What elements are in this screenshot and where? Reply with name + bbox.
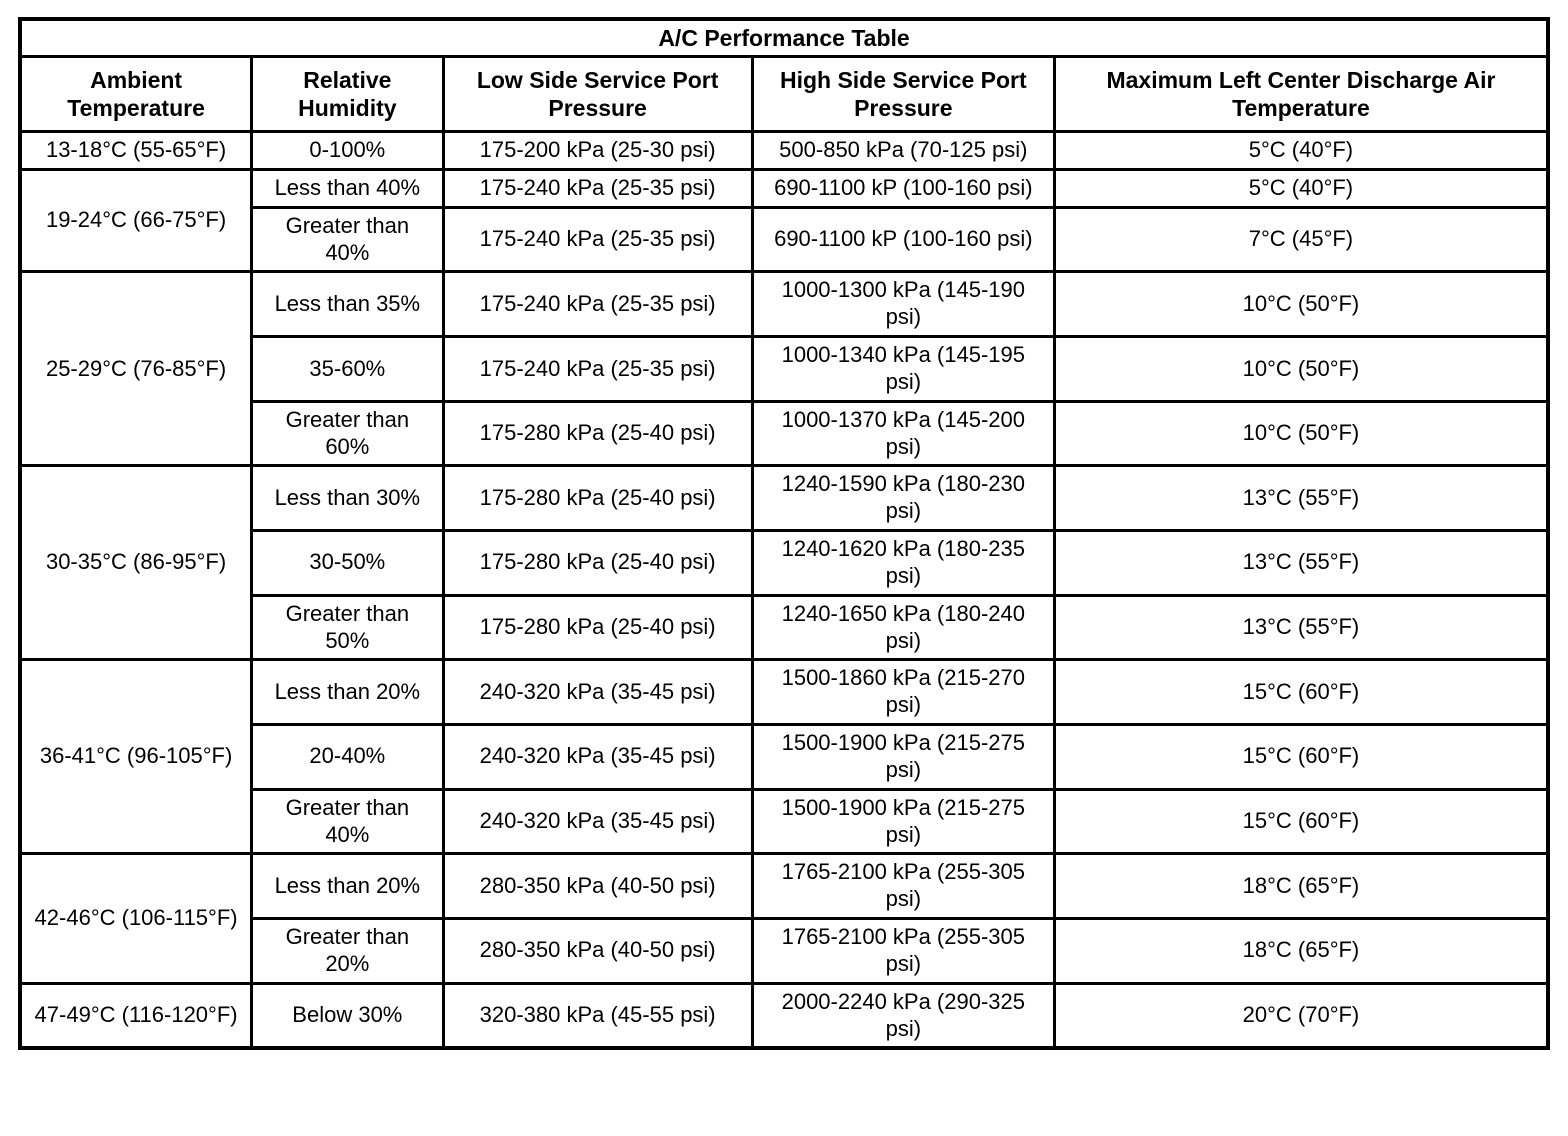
high-side-pressure-cell: 1240-1620 kPa (180-235 psi): [752, 531, 1054, 596]
discharge-temp-cell: 10°C (50°F): [1054, 401, 1548, 466]
high-side-pressure-cell: 1000-1300 kPa (145-190 psi): [752, 272, 1054, 337]
high-side-pressure-cell: 690-1100 kP (100-160 psi): [752, 169, 1054, 207]
humidity-cell: Less than 30%: [252, 466, 443, 531]
low-side-pressure-cell: 240-320 kPa (35-45 psi): [443, 789, 752, 854]
ambient-temp-cell: 19-24°C (66-75°F): [20, 169, 252, 271]
discharge-temp-cell: 20°C (70°F): [1054, 983, 1548, 1048]
humidity-cell: Greater than 40%: [252, 789, 443, 854]
humidity-cell: Less than 35%: [252, 272, 443, 337]
low-side-pressure-cell: 175-200 kPa (25-30 psi): [443, 132, 752, 170]
table-title-row: [20, 19, 1548, 57]
humidity-cell: Greater than 20%: [252, 919, 443, 984]
table-header-row: [20, 57, 1548, 132]
high-side-pressure-cell: 500-850 kPa (70-125 psi): [752, 132, 1054, 170]
humidity-cell: Less than 40%: [252, 169, 443, 207]
humidity-cell: Greater than 40%: [252, 207, 443, 272]
discharge-temp-cell: 13°C (55°F): [1054, 531, 1548, 596]
high-side-pressure-cell: 1240-1650 kPa (180-240 psi): [752, 595, 1054, 660]
table-row: [20, 272, 1548, 337]
discharge-temp-cell: 15°C (60°F): [1054, 789, 1548, 854]
low-side-pressure-cell: 175-240 kPa (25-35 psi): [443, 337, 752, 402]
low-side-pressure-cell: 175-240 kPa (25-35 psi): [443, 169, 752, 207]
header-high-side-pressure: High Side Service Port Pressure: [752, 57, 1054, 132]
humidity-cell: 30-50%: [252, 531, 443, 596]
discharge-temp-cell: 15°C (60°F): [1054, 725, 1548, 790]
humidity-cell: Below 30%: [252, 983, 443, 1048]
table-row: [20, 169, 1548, 207]
table-title: A/C Performance Table: [20, 19, 1548, 57]
humidity-cell: Greater than 50%: [252, 595, 443, 660]
high-side-pressure-cell: 1000-1340 kPa (145-195 psi): [752, 337, 1054, 402]
header-low-side-pressure: Low Side Service Port Pressure: [443, 57, 752, 132]
high-side-pressure-cell: 1500-1900 kPa (215-275 psi): [752, 725, 1054, 790]
high-side-pressure-cell: 1500-1860 kPa (215-270 psi): [752, 660, 1054, 725]
discharge-temp-cell: 18°C (65°F): [1054, 919, 1548, 984]
ac-performance-table: [18, 17, 1550, 1050]
humidity-cell: Less than 20%: [252, 660, 443, 725]
table-row: [20, 466, 1548, 531]
discharge-temp-cell: 15°C (60°F): [1054, 660, 1548, 725]
header-ambient-temperature: Ambient Temperature: [20, 57, 252, 132]
discharge-temp-cell: 7°C (45°F): [1054, 207, 1548, 272]
high-side-pressure-cell: 1500-1900 kPa (215-275 psi): [752, 789, 1054, 854]
humidity-cell: 35-60%: [252, 337, 443, 402]
ambient-temp-cell: 36-41°C (96-105°F): [20, 660, 252, 854]
low-side-pressure-cell: 280-350 kPa (40-50 psi): [443, 919, 752, 984]
ambient-temp-cell: 13-18°C (55-65°F): [20, 132, 252, 170]
humidity-cell: 0-100%: [252, 132, 443, 170]
table-row: [20, 854, 1548, 919]
high-side-pressure-cell: 1765-2100 kPa (255-305 psi): [752, 919, 1054, 984]
low-side-pressure-cell: 175-280 kPa (25-40 psi): [443, 595, 752, 660]
ambient-temp-cell: 25-29°C (76-85°F): [20, 272, 252, 466]
discharge-temp-cell: 13°C (55°F): [1054, 595, 1548, 660]
low-side-pressure-cell: 240-320 kPa (35-45 psi): [443, 725, 752, 790]
humidity-cell: Greater than 60%: [252, 401, 443, 466]
high-side-pressure-cell: 1000-1370 kPa (145-200 psi): [752, 401, 1054, 466]
ambient-temp-cell: 30-35°C (86-95°F): [20, 466, 252, 660]
low-side-pressure-cell: 175-240 kPa (25-35 psi): [443, 272, 752, 337]
table-row: [20, 660, 1548, 725]
low-side-pressure-cell: 280-350 kPa (40-50 psi): [443, 854, 752, 919]
high-side-pressure-cell: 690-1100 kP (100-160 psi): [752, 207, 1054, 272]
high-side-pressure-cell: 1765-2100 kPa (255-305 psi): [752, 854, 1054, 919]
discharge-temp-cell: 5°C (40°F): [1054, 169, 1548, 207]
high-side-pressure-cell: 1240-1590 kPa (180-230 psi): [752, 466, 1054, 531]
ambient-temp-cell: 47-49°C (116-120°F): [20, 983, 252, 1048]
table-row: [20, 983, 1548, 1048]
low-side-pressure-cell: 175-280 kPa (25-40 psi): [443, 531, 752, 596]
low-side-pressure-cell: 320-380 kPa (45-55 psi): [443, 983, 752, 1048]
humidity-cell: Less than 20%: [252, 854, 443, 919]
discharge-temp-cell: 10°C (50°F): [1054, 337, 1548, 402]
header-relative-humidity: Relative Humidity: [252, 57, 443, 132]
discharge-temp-cell: 5°C (40°F): [1054, 132, 1548, 170]
low-side-pressure-cell: 240-320 kPa (35-45 psi): [443, 660, 752, 725]
discharge-temp-cell: 10°C (50°F): [1054, 272, 1548, 337]
high-side-pressure-cell: 2000-2240 kPa (290-325 psi): [752, 983, 1054, 1048]
humidity-cell: 20-40%: [252, 725, 443, 790]
low-side-pressure-cell: 175-280 kPa (25-40 psi): [443, 466, 752, 531]
ambient-temp-cell: 42-46°C (106-115°F): [20, 854, 252, 983]
low-side-pressure-cell: 175-280 kPa (25-40 psi): [443, 401, 752, 466]
table-row: [20, 132, 1548, 170]
discharge-temp-cell: 13°C (55°F): [1054, 466, 1548, 531]
discharge-temp-cell: 18°C (65°F): [1054, 854, 1548, 919]
low-side-pressure-cell: 175-240 kPa (25-35 psi): [443, 207, 752, 272]
header-discharge-air-temperature: Maximum Left Center Discharge Air Temperature: [1054, 57, 1548, 132]
